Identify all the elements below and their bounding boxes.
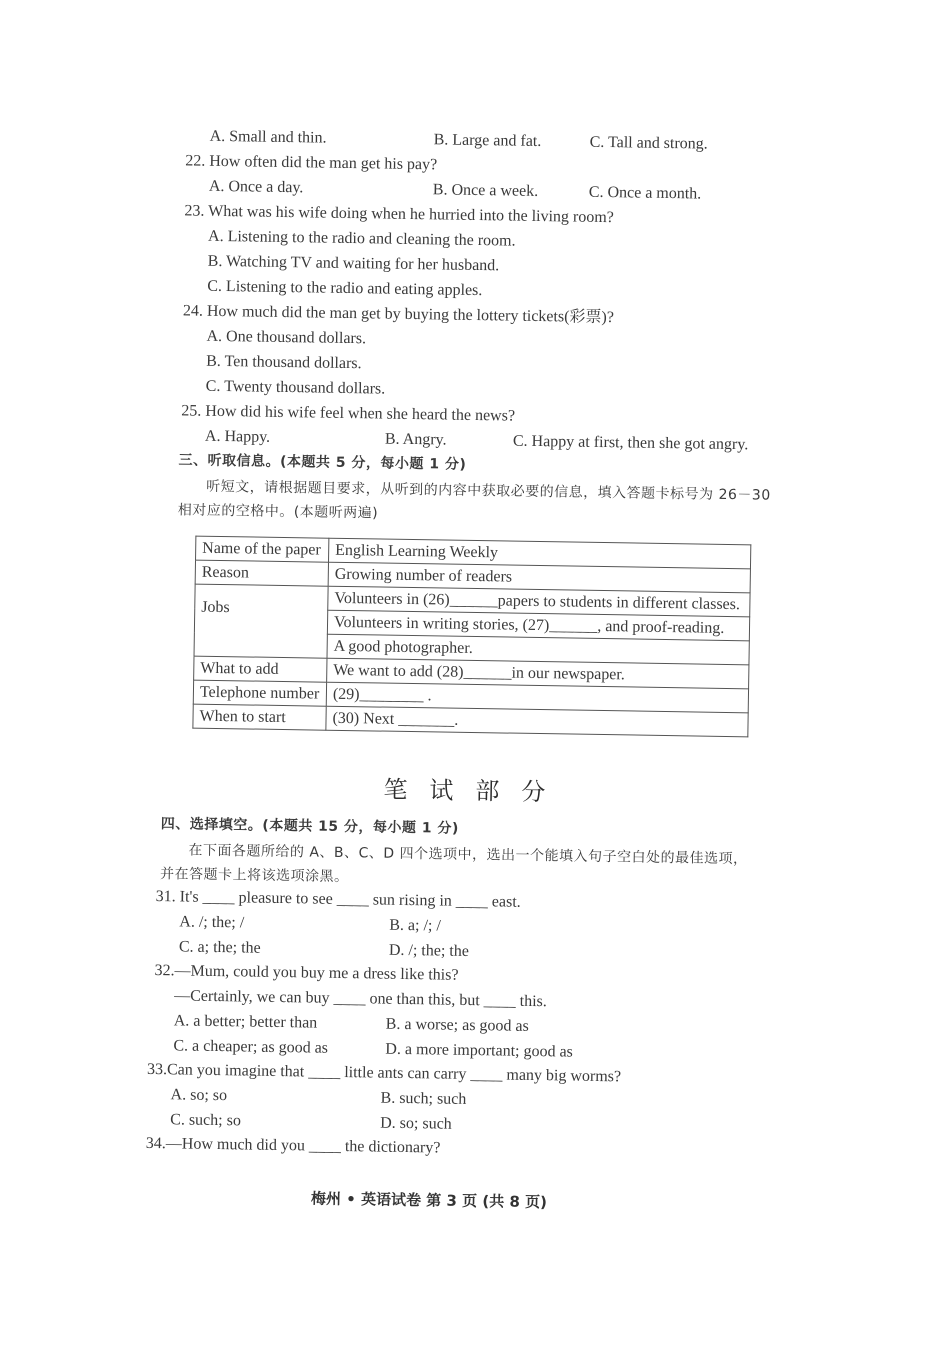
q25-option-a: A. Happy. (204, 427, 271, 446)
q31-option-b: B. a; /; / (389, 916, 442, 935)
q33-option-a: A. so; so (170, 1086, 228, 1105)
q25-option-b: B. Angry. (384, 430, 447, 449)
table-cell-label: When to start (193, 704, 326, 730)
q21-option-b: B. Large and fat. (433, 131, 542, 150)
q32-option-d: D. a more important; good as (385, 1040, 573, 1061)
written-part-title: 笔试部分 (383, 775, 568, 807)
section4-instruction-line1: 在下面各题所给的 A、B、C、D 四个选项中，选出一个能填入句子空白处的最佳选项， (188, 842, 748, 868)
q25-option-c: C. Happy at first, then she got angry. (512, 432, 749, 454)
q31-question: 31. It's ____ pleasure to see ____ sun rising in ____ east. (155, 888, 521, 911)
section3-instruction-line2: 相对应的空格中。(本题听两遍) (177, 502, 379, 522)
table-cell-value: English Learning Weekly (329, 538, 751, 569)
q23-question: 23. What was his wife doing when he hurried into the living room? (184, 202, 614, 227)
q22-option-a: A. Once a day. (208, 177, 304, 197)
q24-option-a: A. One thousand dollars. (206, 327, 367, 348)
table-cell-label: Reason (195, 560, 328, 586)
q32-option-a: A. a better; better than (173, 1012, 318, 1032)
section4-heading: 四、选择填空。(本题共 15 分，每小题 1 分) (160, 816, 459, 837)
q21-option-c: C. Tall and strong. (589, 133, 708, 153)
table-cell-value: Volunteers in writing stories, (27)______, and proof-reading. (327, 610, 749, 641)
q24-question: 24. How much did the man get by buying the lottery tickets(彩票)? (182, 302, 615, 327)
table-cell-label: Telephone number (193, 680, 326, 706)
table-cell-label: What to add (194, 656, 327, 682)
q24-option-b: B. Ten thousand dollars. (206, 352, 362, 373)
q34-question: 34.—How much did you ____ the dictionary? (145, 1134, 441, 1157)
q23-option-b: B. Watching TV and waiting for her husband. (207, 252, 500, 275)
q32-reply: —Certainly, we can buy ____ one than this, but ____ this. (174, 987, 547, 1011)
table-cell-label: Name of the paper (196, 536, 329, 562)
table-cell-value: Growing number of readers (328, 562, 750, 593)
section3-instruction-line1: 听短文，请根据题目要求，从听到的内容中获取必要的信息，填入答题卡标号为 26－30 (206, 478, 771, 504)
q22-option-c: C. Once a month. (588, 183, 702, 203)
q24-option-c: C. Twenty thousand dollars. (205, 377, 386, 398)
table-cell-label: Jobs (194, 584, 328, 658)
q32-option-b: B. a worse; as good as (385, 1015, 529, 1035)
table-cell-value: A good photographer. (327, 634, 749, 665)
q33-option-d: D. so; such (380, 1114, 452, 1133)
info-table (192, 536, 751, 738)
q32-option-c: C. a cheaper; as good as (173, 1037, 329, 1057)
q31-option-d: D. /; the; the (388, 941, 470, 960)
q31-option-a: A. /; the; / (179, 913, 245, 932)
q23-option-c: C. Listening to the radio and eating apples. (207, 277, 483, 300)
q25-question: 25. How did his wife feel when she heard the news? (181, 402, 516, 425)
section3-heading: 三、听取信息。(本题共 5 分，每小题 1 分) (178, 452, 467, 473)
section4-instruction-line2: 并在答题卡上将该选项涂黑。 (159, 866, 349, 886)
q33-option-c: C. such; so (170, 1111, 242, 1130)
q22-question: 22. How often did the man get his pay? (185, 152, 438, 174)
table-cell-value: We want to add (28)______in our newspaper. (327, 658, 749, 689)
q32-question: 32.—Mum, could you buy me a dress like this? (154, 962, 459, 984)
table-cell-value: (29)________ . (326, 682, 748, 713)
q33-option-b: B. such; such (380, 1089, 467, 1108)
q22-option-b: B. Once a week. (432, 181, 539, 200)
q21-option-a: A. Small and thin. (209, 127, 327, 147)
table-cell-value: (30) Next _______. (326, 706, 748, 737)
table-cell-value: Volunteers in (26)______papers to students in different classes. (328, 586, 750, 617)
q23-option-a: A. Listening to the radio and cleaning the room. (207, 227, 516, 250)
page-footer: 梅州 • 英语试卷 第 3 页 (共 8 页) (310, 1189, 548, 1212)
q33-question: 33.Can you imagine that ____ little ants can carry ____ many big worms? (146, 1060, 622, 1086)
q31-option-c: C. a; the; the (178, 938, 261, 957)
